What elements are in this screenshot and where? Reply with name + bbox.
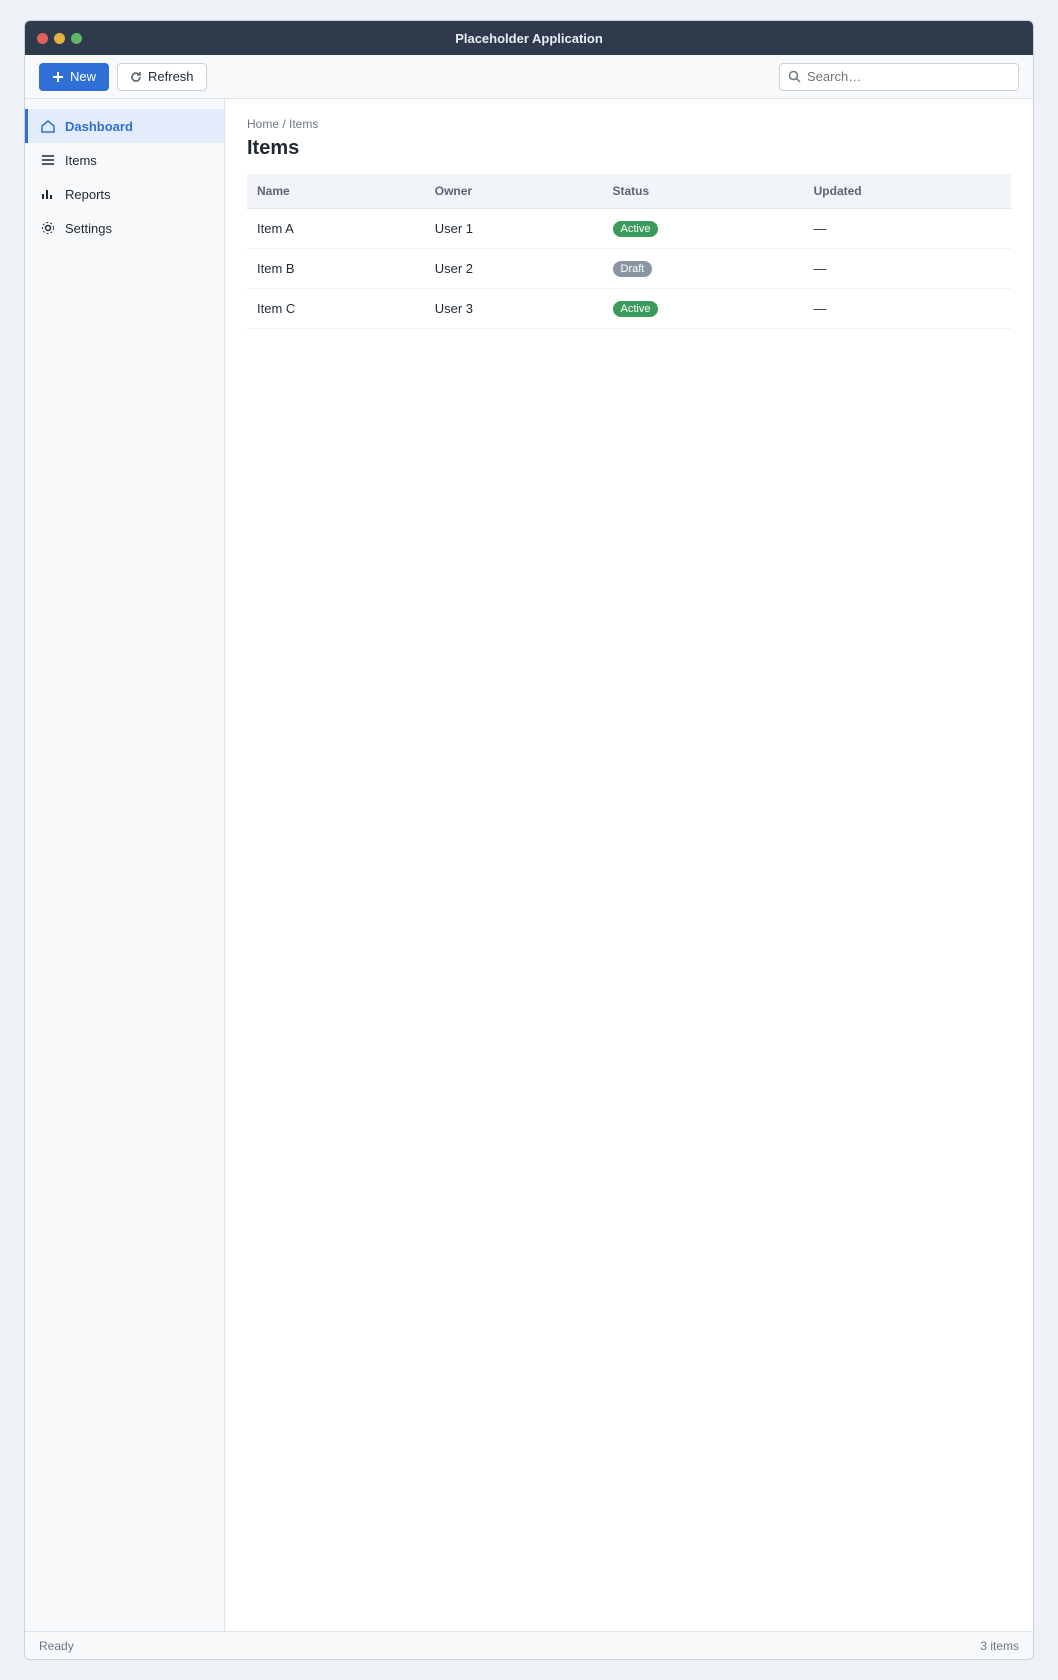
- table-row[interactable]: [247, 208, 1011, 248]
- sidebar-item-label: Reports: [65, 186, 111, 202]
- table-header-row: [247, 174, 1011, 208]
- column-header[interactable]: Status: [603, 174, 804, 208]
- table-row[interactable]: [247, 248, 1011, 288]
- cell-name: Item A: [247, 208, 425, 248]
- column-header[interactable]: Name: [247, 174, 425, 208]
- cell-name: Item B: [247, 248, 425, 288]
- cell-updated: —: [804, 208, 1011, 248]
- column-header[interactable]: Updated: [804, 174, 1011, 208]
- refresh-button[interactable]: [117, 63, 207, 91]
- sidebar: [25, 99, 225, 1631]
- table-row[interactable]: [247, 288, 1011, 328]
- close-window-button[interactable]: [37, 33, 48, 44]
- home-icon: [41, 119, 55, 133]
- window-controls: [37, 33, 82, 44]
- new-button-label: New: [70, 69, 97, 84]
- list-icon: [41, 153, 55, 167]
- plus-icon: [52, 71, 64, 83]
- sidebar-item-reports[interactable]: [25, 177, 224, 211]
- item-count: 3 items: [980, 1638, 1019, 1653]
- cell-owner: User 2: [425, 248, 603, 288]
- chart-icon: [41, 187, 55, 201]
- column-header[interactable]: Owner: [425, 174, 603, 208]
- search-icon: [788, 70, 801, 83]
- sidebar-item-label: Items: [65, 152, 97, 168]
- status-badge: Draft: [613, 261, 653, 277]
- status-bar: [25, 1631, 1033, 1659]
- toolbar: [25, 55, 1033, 99]
- cell-updated: —: [804, 248, 1011, 288]
- cell-updated: —: [804, 288, 1011, 328]
- search-box: [779, 63, 1019, 91]
- sidebar-item-items[interactable]: [25, 143, 224, 177]
- cell-status: [603, 288, 804, 328]
- cell-name: Item C: [247, 288, 425, 328]
- gear-icon: [41, 221, 55, 235]
- maximize-window-button[interactable]: [71, 33, 82, 44]
- status-badge: Active: [613, 221, 659, 237]
- items-table: [247, 174, 1011, 329]
- status-badge: Active: [613, 301, 659, 317]
- page-title: Items: [247, 137, 300, 159]
- status-text: Ready: [39, 1638, 74, 1653]
- sidebar-item-dashboard[interactable]: [25, 109, 224, 143]
- window-title: Placeholder Application: [455, 30, 603, 46]
- breadcrumb: Home / Items: [247, 117, 319, 131]
- sidebar-item-settings[interactable]: [25, 211, 224, 245]
- new-button[interactable]: [39, 63, 109, 91]
- cell-owner: User 3: [425, 288, 603, 328]
- cell-status: [603, 208, 804, 248]
- cell-status: [603, 248, 804, 288]
- title-bar: [25, 21, 1033, 55]
- search-input[interactable]: [807, 69, 1010, 84]
- refresh-button-label: Refresh: [148, 69, 194, 84]
- cell-owner: User 1: [425, 208, 603, 248]
- content-area: [25, 99, 1033, 1631]
- sidebar-item-label: Dashboard: [65, 118, 133, 134]
- main-panel: [225, 99, 1033, 1631]
- refresh-icon: [130, 71, 142, 83]
- sidebar-item-label: Settings: [65, 220, 112, 236]
- minimize-window-button[interactable]: [54, 33, 65, 44]
- app-window: [24, 20, 1034, 1660]
